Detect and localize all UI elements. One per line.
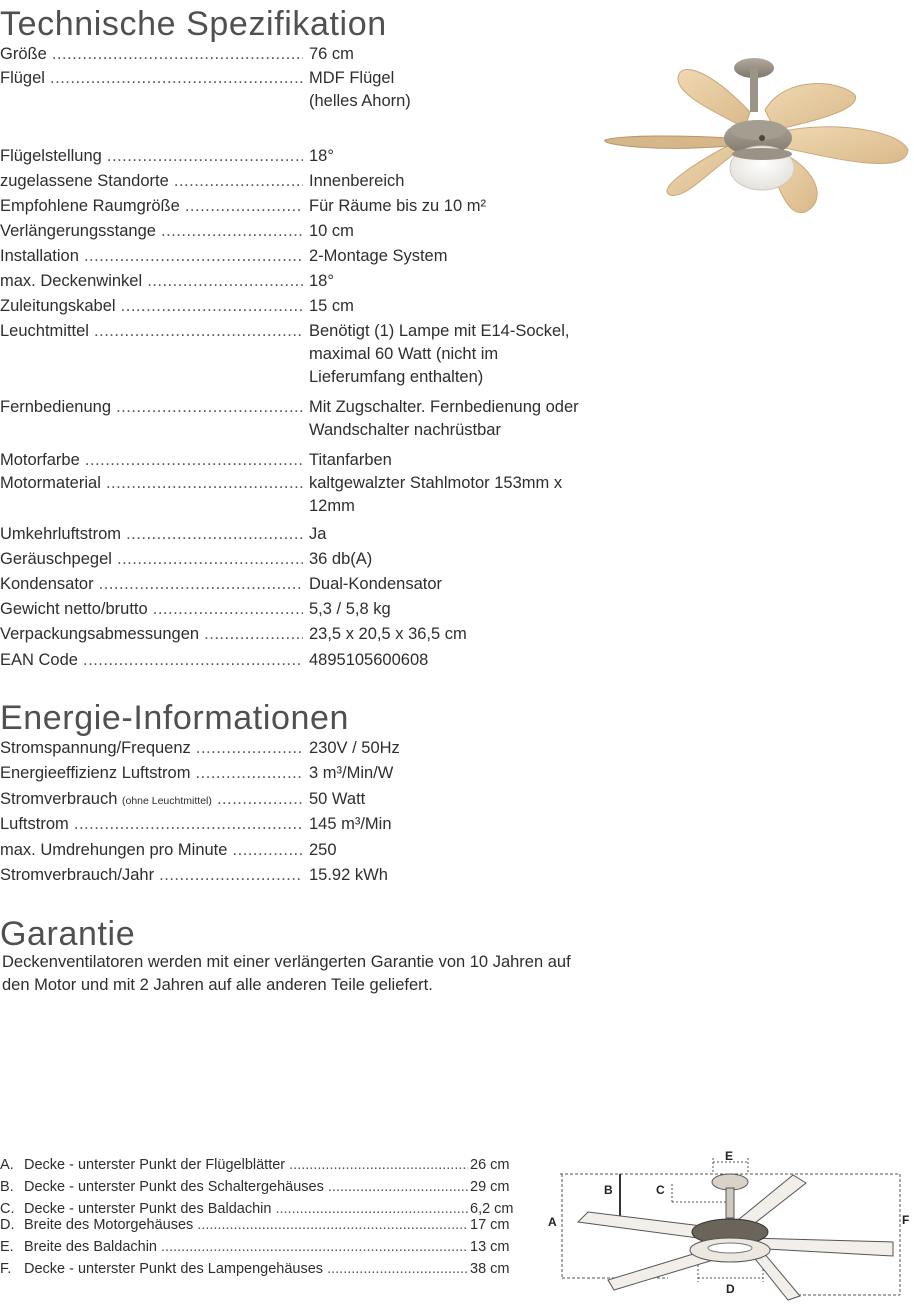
tech-spec-title: Technische Spezifikation	[0, 5, 387, 43]
spec-label: EAN Code .....	[0, 649, 303, 672]
spec-value: 145 m³/Min	[309, 815, 392, 833]
diagram-letter-f: F	[902, 1213, 910, 1227]
spec-label-note: (ohne Leuchtmittel)	[121, 795, 212, 807]
spec-label: Installation .....	[0, 245, 303, 268]
spec-label	[0, 788, 303, 811]
dimension-label: Breite des Baldachin .....	[24, 1237, 468, 1258]
spec-value: 15 cm	[309, 297, 354, 315]
spec-label: Energieeffizienz Luftstrom .....	[0, 762, 303, 785]
spec-value: 15.92 kWh	[309, 866, 388, 884]
spec-value: 250	[309, 841, 337, 859]
diagram-letter-a: A	[548, 1215, 557, 1229]
spec-value: 50 Watt	[309, 790, 366, 808]
diagram-letter-c: C	[656, 1183, 665, 1197]
dimension-label: Breite des Motorgehäuses .....	[24, 1215, 468, 1236]
dimension-letter: F.	[0, 1261, 12, 1277]
spec-value: 3 m³/Min/W	[309, 764, 394, 782]
spec-label: Gewicht netto/brutto .....	[0, 598, 303, 621]
spec-value: Für Räume bis zu 10 m²	[309, 197, 486, 215]
spec-value: 230V / 50Hz	[309, 739, 400, 757]
spec-label: Motormaterial .....	[0, 472, 303, 495]
spec-label: Geräuschpegel .....	[0, 548, 303, 571]
spec-label: max. Umdrehungen pro Minute .....	[0, 839, 303, 862]
spec-value: 10 cm	[309, 222, 354, 240]
spec-label: Stromverbrauch/Jahr .....	[0, 864, 303, 887]
spec-label: Zuleitungskabel .....	[0, 295, 303, 318]
spec-value: 4895105600608	[309, 651, 429, 669]
spec-label: Flügel .....	[0, 67, 303, 90]
spec-value: 18°	[309, 272, 334, 290]
spec-label: zugelassene Standorte .....	[0, 170, 303, 193]
spec-value: kaltgewalzter Stahlmotor 153mm x 12mm	[309, 474, 563, 515]
dimension-letter: B.	[0, 1179, 14, 1195]
spec-label: Größe .....	[0, 43, 303, 66]
diagram-letter-b: B	[604, 1183, 613, 1197]
spec-value: 18°	[309, 147, 334, 165]
warranty-text: Deckenventilatoren werden mit einer verlängerten Garantie von 10 Jahren auf den Motor und mit 2 Jahren auf alle anderen Teile geliefert.	[2, 953, 571, 994]
dimension-label: Decke - unterster Punkt der Flügelblätter .....	[24, 1155, 468, 1176]
spec-label: Flügelstellung .....	[0, 145, 303, 168]
spec-label: max. Deckenwinkel .....	[0, 270, 303, 293]
spec-value: Mit Zugschalter. Fernbedienung oder Wandschalter nachrüstbar	[309, 398, 579, 439]
dimension-label: Decke - unterster Punkt des Schaltergehäuses .....	[24, 1177, 468, 1198]
dimension-value: 38 cm	[470, 1261, 510, 1277]
dimension-value: 13 cm	[470, 1239, 510, 1255]
diagram-letter-e: E	[725, 1150, 734, 1163]
dimension-label: Decke - unterster Punkt des Lampengehäuses .....	[24, 1259, 468, 1280]
spec-label-text: Stromverbrauch	[0, 790, 118, 808]
ceiling-fan-dimension-diagram-icon	[548, 1150, 912, 1306]
energy-title: Energie-Informationen	[0, 699, 350, 737]
dimension-letter: A.	[0, 1157, 14, 1173]
dimension-value: 29 cm	[470, 1179, 510, 1195]
spec-value: 23,5 x 20,5 x 36,5 cm	[309, 625, 467, 643]
diagram-letter-d: D	[726, 1282, 735, 1296]
spec-label: Luftstrom .....	[0, 813, 303, 836]
dimension-letter: E.	[0, 1239, 14, 1255]
dimension-letter: D.	[0, 1217, 15, 1233]
spec-value: 5,3 / 5,8 kg	[309, 600, 391, 618]
dimension-label: Decke - unterster Punkt des Baldachin .....	[24, 1199, 468, 1220]
spec-value: 76 cm	[309, 45, 354, 63]
spec-value: Benötigt (1) Lampe mit E14-Sockel, maximal 60 Watt (nicht im Lieferumfang enthalten)	[309, 322, 570, 386]
spec-value: Innenbereich	[309, 172, 405, 190]
spec-value: MDF Flügel (helles Ahorn)	[309, 69, 411, 110]
spec-value: Ja	[309, 525, 327, 543]
warranty-title: Garantie	[0, 915, 136, 953]
spec-label: Umkehrluftstrom .....	[0, 523, 303, 546]
spec-label: Verpackungsabmessungen .....	[0, 623, 303, 646]
spec-label: Kondensator .....	[0, 573, 303, 596]
dimension-letter: C.	[0, 1201, 15, 1217]
spec-label: Motorfarbe .....	[0, 449, 303, 472]
spec-label: Stromspannung/Frequenz .....	[0, 737, 303, 760]
spec-label: Verlängerungsstange .....	[0, 220, 303, 243]
dimension-value: 26 cm	[470, 1157, 510, 1173]
spec-label: Empfohlene Raumgröße .....	[0, 195, 303, 218]
ceiling-fan-photo-icon	[600, 50, 912, 220]
spec-value: 2-Montage System	[309, 247, 448, 265]
spec-label: Leuchtmittel .....	[0, 320, 303, 343]
dimension-value: 17 cm	[470, 1217, 510, 1233]
dimension-value: 6,2 cm	[470, 1201, 514, 1217]
spec-label: Fernbedienung .....	[0, 396, 303, 419]
spec-value: Titanfarben	[309, 451, 392, 469]
spec-value: 36 db(A)	[309, 550, 373, 568]
spec-value: Dual-Kondensator	[309, 575, 442, 593]
